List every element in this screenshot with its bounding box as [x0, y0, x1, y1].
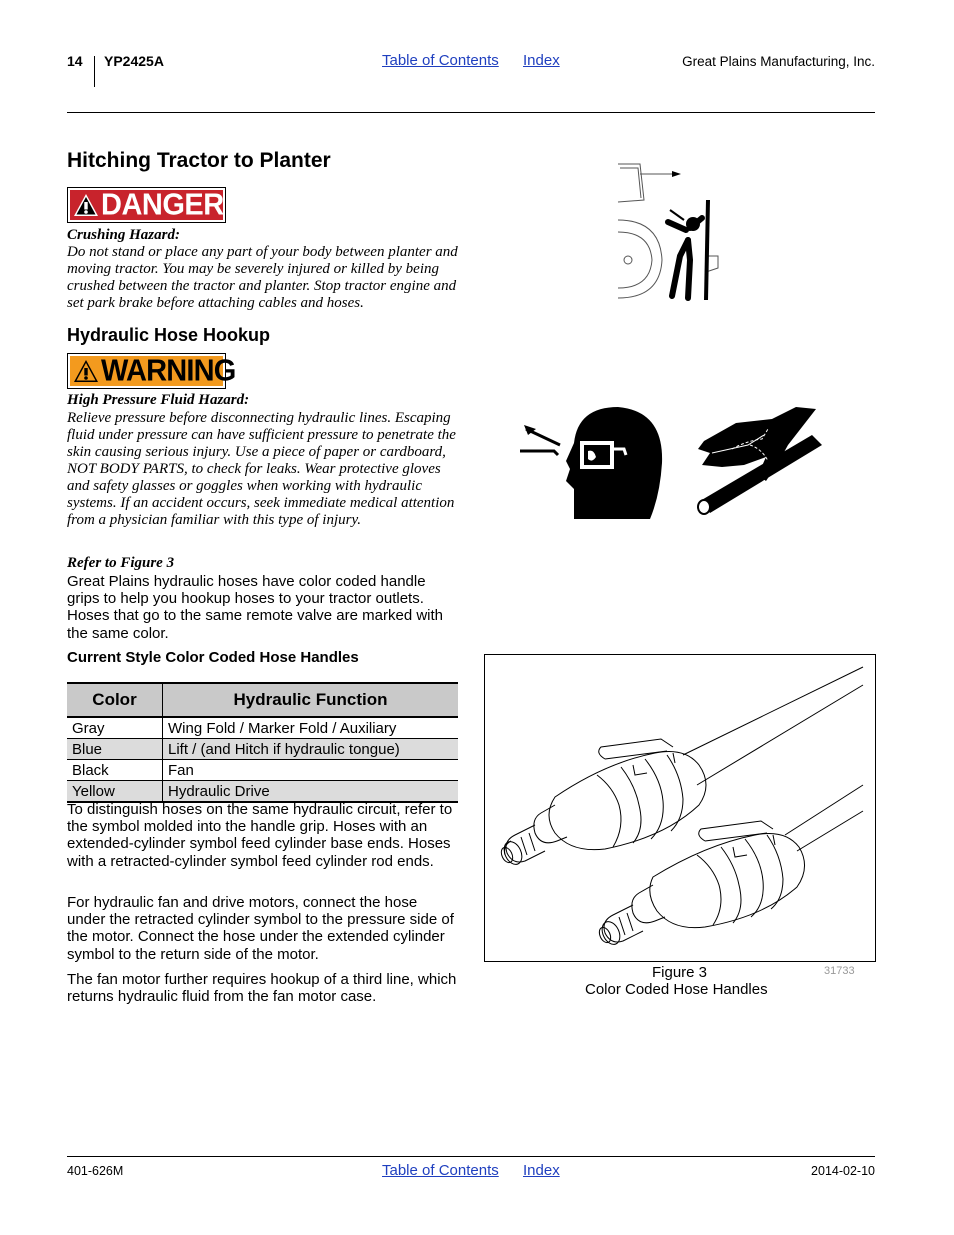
footer-toc-link[interactable]: Table of Contents [382, 1162, 499, 1179]
fan-motor-paragraph: The fan motor further requires hookup of a third line, which returns hydraulic fluid from the fan motor case. [67, 971, 457, 1006]
table-title: Current Style Color Coded Hose Handles [67, 649, 359, 666]
table-cell-function: Hydraulic Drive [163, 781, 459, 803]
figure-ref-id: 31733 [824, 965, 855, 977]
fluid-hazard-title: High Pressure Fluid Hazard: [67, 392, 250, 408]
document-date: 2014-02-10 [811, 1164, 875, 1178]
figure-caption: Color Coded Hose Handles [585, 981, 768, 998]
figure-number: Figure 3 [652, 964, 708, 981]
table-cell-function: Fan [163, 760, 459, 781]
table-cell-color: Yellow [67, 781, 163, 803]
table-header-function: Hydraulic Function [163, 683, 459, 717]
table-cell-function: Wing Fold / Marker Fold / Auxiliary [163, 717, 459, 739]
figure-frame [484, 654, 876, 962]
warning-label: WARNING [101, 354, 236, 388]
danger-badge [67, 187, 226, 223]
intro-paragraph: Great Plains hydraulic hoses have color coded handle grips to help you hookup hoses to your tractor outlets. Hoses that go to the same remote valve are marked with the same color. [67, 573, 444, 642]
doc-number: 401-626M [67, 1164, 124, 1178]
table-row [67, 717, 458, 739]
fluid-hazard-text: Relieve pressure before disconnecting hydraulic lines. Escaping fluid under pressure can have sufficient pressure to penetrate the skin causing serious injury. Use a piece of paper or cardboard, NOT BODY PARTS, to check for leaks. Wear protective gloves and safety glasses or goggles when working with hydraulic systems. If an accident occurs, seek immediate medical attention from a physician familiar with this type of injury. [67, 410, 456, 528]
table-row [67, 760, 458, 781]
table-cell-color: Black [67, 760, 163, 781]
section-title: Hitching Tractor to Planter [67, 149, 331, 172]
eye-protection-icon [518, 403, 666, 521]
index-link[interactable]: Index [523, 52, 560, 69]
page-number: 14 [67, 53, 83, 69]
table-cell-function: Lift / (and Hitch if hydraulic tongue) [163, 739, 459, 760]
danger-label: DANGER [101, 188, 224, 222]
table-cell-color: Gray [67, 717, 163, 739]
alert-triangle-icon [73, 193, 99, 217]
alert-triangle-icon [73, 359, 99, 383]
footer-index-link[interactable]: Index [523, 1162, 560, 1179]
figure-reference: Refer to Figure 3 [67, 555, 175, 571]
hose-color-table [67, 682, 458, 803]
footer-rule [67, 1156, 875, 1157]
subsection-title: Hydraulic Hose Hookup [67, 325, 271, 345]
company-name: Great Plains Manufacturing, Inc. [682, 54, 875, 69]
header-rule [67, 112, 875, 113]
crushing-hazard-icon [610, 160, 725, 302]
table-cell-color: Blue [67, 739, 163, 760]
warning-badge [67, 353, 236, 389]
symbol-paragraph: To distinguish hoses on the same hydraulic circuit, refer to the symbol molded into the handle grip. Hoses with an extended-cylinder symbol feed cylinder base ends. Hoses with a retracted-cylinder symbol feed cylinder rod ends. [67, 801, 453, 870]
table-row [67, 781, 458, 803]
hose-handles-illustration [485, 655, 875, 961]
table-row [67, 739, 458, 760]
motor-paragraph: For hydraulic fan and drive motors, connect the hose under the retracted cylinder symbol to the pressure side of the motor. Connect the hose under the extended cylinder symbol to the return side of the motor. [67, 894, 454, 963]
header-divider [94, 56, 95, 87]
crushing-hazard-title: Crushing Hazard: [67, 227, 180, 243]
toc-link[interactable]: Table of Contents [382, 52, 499, 69]
crushing-hazard-text: Do not stand or place any part of your body between planter and moving tractor. You may be severely injured or killed by being crushed between the tractor and planter. Stop tractor engine and set park brake before attaching cables and hoses. [67, 244, 458, 311]
table-header-color: Color [67, 683, 163, 717]
doc-code: YP2425A [104, 53, 164, 69]
fluid-injection-icon [692, 405, 824, 517]
